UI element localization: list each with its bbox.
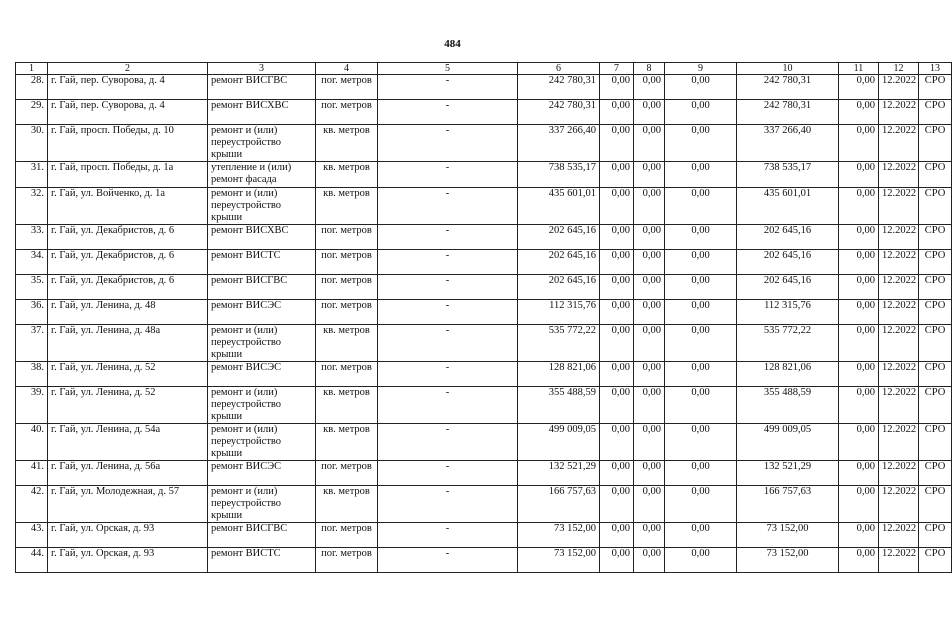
total-cost-cell: 202 645,16: [518, 225, 600, 250]
fund-amount-cell: 535 772,22: [737, 325, 839, 362]
total-cost-cell: 499 009,05: [518, 424, 600, 461]
method-cell: СРО: [919, 162, 952, 188]
row-number-cell: 41.: [16, 461, 48, 486]
fund-amount-cell: 73 152,00: [737, 548, 839, 573]
col9-cell: 0,00: [665, 162, 737, 188]
col9-cell: 0,00: [665, 100, 737, 125]
col8-cell: 0,00: [634, 225, 665, 250]
total-cost-cell: 132 521,29: [518, 461, 600, 486]
column-header: 2: [48, 63, 208, 75]
total-cost-cell: 242 780,31: [518, 75, 600, 100]
col7-cell: 0,00: [600, 424, 634, 461]
col5-cell: -: [378, 275, 518, 300]
col7-cell: 0,00: [600, 125, 634, 162]
table-row: [16, 225, 952, 250]
col7-cell: 0,00: [600, 362, 634, 387]
deadline-cell: 12.2022: [879, 300, 919, 325]
col11-cell: 0,00: [839, 548, 879, 573]
unit-cell: пог. метров: [316, 300, 378, 325]
table-row: [16, 100, 952, 125]
unit-cell: пог. метров: [316, 523, 378, 548]
col11-cell: 0,00: [839, 162, 879, 188]
unit-cell: пог. метров: [316, 275, 378, 300]
address-cell: г. Гай, просп. Победы, д. 10: [48, 125, 208, 162]
column-header: 8: [634, 63, 665, 75]
unit-cell: кв. метров: [316, 125, 378, 162]
col11-cell: 0,00: [839, 300, 879, 325]
col8-cell: 0,00: [634, 325, 665, 362]
address-cell: г. Гай, ул. Декабристов, д. 6: [48, 250, 208, 275]
col9-cell: 0,00: [665, 548, 737, 573]
table-row: [16, 162, 952, 188]
col5-cell: -: [378, 387, 518, 424]
col7-cell: 0,00: [600, 325, 634, 362]
col9-cell: 0,00: [665, 75, 737, 100]
row-number-cell: 44.: [16, 548, 48, 573]
col5-cell: -: [378, 325, 518, 362]
col8-cell: 0,00: [634, 75, 665, 100]
col11-cell: 0,00: [839, 75, 879, 100]
col7-cell: 0,00: [600, 250, 634, 275]
unit-cell: пог. метров: [316, 548, 378, 573]
work-type-cell: ремонт и (или) переустройство крыши: [208, 325, 316, 362]
row-number-cell: 36.: [16, 300, 48, 325]
total-cost-cell: 202 645,16: [518, 250, 600, 275]
unit-cell: пог. метров: [316, 250, 378, 275]
deadline-cell: 12.2022: [879, 486, 919, 523]
table-row: [16, 300, 952, 325]
col11-cell: 0,00: [839, 325, 879, 362]
col7-cell: 0,00: [600, 75, 634, 100]
col9-cell: 0,00: [665, 250, 737, 275]
register-table: [15, 62, 952, 573]
address-cell: г. Гай, ул. Ленина, д. 48: [48, 300, 208, 325]
deadline-cell: 12.2022: [879, 225, 919, 250]
register-body: [16, 75, 952, 573]
fund-amount-cell: 242 780,31: [737, 75, 839, 100]
column-header: 4: [316, 63, 378, 75]
col5-cell: -: [378, 75, 518, 100]
address-cell: г. Гай, пер. Суворова, д. 4: [48, 75, 208, 100]
row-number-cell: 34.: [16, 250, 48, 275]
column-header: 5: [378, 63, 518, 75]
work-type-cell: ремонт ВИСГВС: [208, 523, 316, 548]
work-type-cell: ремонт ВИСЭС: [208, 461, 316, 486]
col5-cell: -: [378, 486, 518, 523]
col8-cell: 0,00: [634, 424, 665, 461]
col5-cell: -: [378, 424, 518, 461]
method-cell: СРО: [919, 523, 952, 548]
address-cell: г. Гай, ул. Орская, д. 93: [48, 548, 208, 573]
col5-cell: -: [378, 250, 518, 275]
method-cell: СРО: [919, 188, 952, 225]
col9-cell: 0,00: [665, 461, 737, 486]
table-row: [16, 75, 952, 100]
total-cost-cell: 535 772,22: [518, 325, 600, 362]
deadline-cell: 12.2022: [879, 548, 919, 573]
col7-cell: 0,00: [600, 548, 634, 573]
deadline-cell: 12.2022: [879, 162, 919, 188]
row-number-cell: 37.: [16, 325, 48, 362]
table-row: [16, 250, 952, 275]
column-number-row: [16, 63, 952, 75]
fund-amount-cell: 202 645,16: [737, 225, 839, 250]
col8-cell: 0,00: [634, 300, 665, 325]
col11-cell: 0,00: [839, 424, 879, 461]
fund-amount-cell: 337 266,40: [737, 125, 839, 162]
row-number-cell: 40.: [16, 424, 48, 461]
col7-cell: 0,00: [600, 387, 634, 424]
method-cell: СРО: [919, 100, 952, 125]
col8-cell: 0,00: [634, 387, 665, 424]
row-number-cell: 28.: [16, 75, 48, 100]
table-row: [16, 523, 952, 548]
deadline-cell: 12.2022: [879, 275, 919, 300]
work-type-cell: ремонт ВИСЭС: [208, 362, 316, 387]
col7-cell: 0,00: [600, 486, 634, 523]
deadline-cell: 12.2022: [879, 362, 919, 387]
col11-cell: 0,00: [839, 387, 879, 424]
total-cost-cell: 73 152,00: [518, 548, 600, 573]
address-cell: г. Гай, ул. Ленина, д. 56а: [48, 461, 208, 486]
work-type-cell: ремонт ВИСХВС: [208, 225, 316, 250]
col9-cell: 0,00: [665, 523, 737, 548]
work-type-cell: ремонт ВИСТС: [208, 548, 316, 573]
deadline-cell: 12.2022: [879, 387, 919, 424]
method-cell: СРО: [919, 461, 952, 486]
col8-cell: 0,00: [634, 548, 665, 573]
col5-cell: -: [378, 162, 518, 188]
row-number-cell: 30.: [16, 125, 48, 162]
method-cell: СРО: [919, 362, 952, 387]
col9-cell: 0,00: [665, 424, 737, 461]
column-header: 1: [16, 63, 48, 75]
col8-cell: 0,00: [634, 275, 665, 300]
col8-cell: 0,00: [634, 125, 665, 162]
col8-cell: 0,00: [634, 461, 665, 486]
row-number-cell: 43.: [16, 523, 48, 548]
row-number-cell: 29.: [16, 100, 48, 125]
col7-cell: 0,00: [600, 162, 634, 188]
method-cell: СРО: [919, 275, 952, 300]
col9-cell: 0,00: [665, 362, 737, 387]
row-number-cell: 33.: [16, 225, 48, 250]
total-cost-cell: 242 780,31: [518, 100, 600, 125]
deadline-cell: 12.2022: [879, 461, 919, 486]
fund-amount-cell: 355 488,59: [737, 387, 839, 424]
column-header: 10: [737, 63, 839, 75]
col9-cell: 0,00: [665, 486, 737, 523]
column-header: 9: [665, 63, 737, 75]
address-cell: г. Гай, ул. Декабристов, д. 6: [48, 225, 208, 250]
column-header: 3: [208, 63, 316, 75]
col7-cell: 0,00: [600, 100, 634, 125]
table-row: [16, 424, 952, 461]
row-number-cell: 38.: [16, 362, 48, 387]
address-cell: г. Гай, пер. Суворова, д. 4: [48, 100, 208, 125]
deadline-cell: 12.2022: [879, 250, 919, 275]
method-cell: СРО: [919, 387, 952, 424]
deadline-cell: 12.2022: [879, 100, 919, 125]
col11-cell: 0,00: [839, 250, 879, 275]
work-type-cell: ремонт ВИСХВС: [208, 100, 316, 125]
col9-cell: 0,00: [665, 188, 737, 225]
col9-cell: 0,00: [665, 275, 737, 300]
address-cell: г. Гай, ул. Ленина, д. 52: [48, 387, 208, 424]
col11-cell: 0,00: [839, 125, 879, 162]
page-number: 484: [444, 38, 461, 50]
work-type-cell: ремонт и (или) переустройство крыши: [208, 424, 316, 461]
col5-cell: -: [378, 225, 518, 250]
fund-amount-cell: 738 535,17: [737, 162, 839, 188]
col5-cell: -: [378, 362, 518, 387]
col9-cell: 0,00: [665, 225, 737, 250]
total-cost-cell: 435 601,01: [518, 188, 600, 225]
col5-cell: -: [378, 125, 518, 162]
col8-cell: 0,00: [634, 250, 665, 275]
deadline-cell: 12.2022: [879, 325, 919, 362]
unit-cell: пог. метров: [316, 225, 378, 250]
unit-cell: пог. метров: [316, 461, 378, 486]
col8-cell: 0,00: [634, 486, 665, 523]
table-row: [16, 125, 952, 162]
col5-cell: -: [378, 100, 518, 125]
total-cost-cell: 355 488,59: [518, 387, 600, 424]
col7-cell: 0,00: [600, 225, 634, 250]
unit-cell: кв. метров: [316, 424, 378, 461]
row-number-cell: 32.: [16, 188, 48, 225]
method-cell: СРО: [919, 300, 952, 325]
deadline-cell: 12.2022: [879, 188, 919, 225]
column-header: 6: [518, 63, 600, 75]
method-cell: СРО: [919, 486, 952, 523]
address-cell: г. Гай, ул. Войченко, д. 1а: [48, 188, 208, 225]
address-cell: г. Гай, ул. Молодежная, д. 57: [48, 486, 208, 523]
table-row: [16, 362, 952, 387]
col8-cell: 0,00: [634, 188, 665, 225]
col8-cell: 0,00: [634, 362, 665, 387]
fund-amount-cell: 202 645,16: [737, 275, 839, 300]
fund-amount-cell: 132 521,29: [737, 461, 839, 486]
work-type-cell: ремонт ВИСЭС: [208, 300, 316, 325]
fund-amount-cell: 435 601,01: [737, 188, 839, 225]
col7-cell: 0,00: [600, 275, 634, 300]
fund-amount-cell: 499 009,05: [737, 424, 839, 461]
method-cell: СРО: [919, 125, 952, 162]
col11-cell: 0,00: [839, 100, 879, 125]
table-row: [16, 275, 952, 300]
col11-cell: 0,00: [839, 188, 879, 225]
col5-cell: -: [378, 461, 518, 486]
table-row: [16, 486, 952, 523]
address-cell: г. Гай, ул. Орская, д. 93: [48, 523, 208, 548]
col9-cell: 0,00: [665, 125, 737, 162]
col5-cell: -: [378, 548, 518, 573]
fund-amount-cell: 112 315,76: [737, 300, 839, 325]
row-number-cell: 35.: [16, 275, 48, 300]
col9-cell: 0,00: [665, 387, 737, 424]
method-cell: СРО: [919, 225, 952, 250]
col5-cell: -: [378, 523, 518, 548]
deadline-cell: 12.2022: [879, 125, 919, 162]
deadline-cell: 12.2022: [879, 424, 919, 461]
column-header: 13: [919, 63, 952, 75]
total-cost-cell: 128 821,06: [518, 362, 600, 387]
col9-cell: 0,00: [665, 325, 737, 362]
col7-cell: 0,00: [600, 300, 634, 325]
unit-cell: кв. метров: [316, 486, 378, 523]
col7-cell: 0,00: [600, 461, 634, 486]
unit-cell: кв. метров: [316, 325, 378, 362]
fund-amount-cell: 242 780,31: [737, 100, 839, 125]
total-cost-cell: 738 535,17: [518, 162, 600, 188]
work-type-cell: ремонт и (или) переустройство крыши: [208, 188, 316, 225]
address-cell: г. Гай, ул. Ленина, д. 54а: [48, 424, 208, 461]
total-cost-cell: 166 757,63: [518, 486, 600, 523]
address-cell: г. Гай, просп. Победы, д. 1а: [48, 162, 208, 188]
table-row: [16, 548, 952, 573]
method-cell: СРО: [919, 548, 952, 573]
col11-cell: 0,00: [839, 486, 879, 523]
total-cost-cell: 112 315,76: [518, 300, 600, 325]
col7-cell: 0,00: [600, 523, 634, 548]
column-header: 7: [600, 63, 634, 75]
col5-cell: -: [378, 188, 518, 225]
deadline-cell: 12.2022: [879, 523, 919, 548]
unit-cell: пог. метров: [316, 100, 378, 125]
fund-amount-cell: 166 757,63: [737, 486, 839, 523]
unit-cell: кв. метров: [316, 387, 378, 424]
unit-cell: пог. метров: [316, 75, 378, 100]
total-cost-cell: 202 645,16: [518, 275, 600, 300]
col11-cell: 0,00: [839, 362, 879, 387]
address-cell: г. Гай, ул. Декабристов, д. 6: [48, 275, 208, 300]
fund-amount-cell: 73 152,00: [737, 523, 839, 548]
method-cell: СРО: [919, 75, 952, 100]
fund-amount-cell: 128 821,06: [737, 362, 839, 387]
row-number-cell: 42.: [16, 486, 48, 523]
col5-cell: -: [378, 300, 518, 325]
fund-amount-cell: 202 645,16: [737, 250, 839, 275]
row-number-cell: 39.: [16, 387, 48, 424]
column-header: 12: [879, 63, 919, 75]
col11-cell: 0,00: [839, 225, 879, 250]
table-row: [16, 387, 952, 424]
col8-cell: 0,00: [634, 523, 665, 548]
address-cell: г. Гай, ул. Ленина, д. 48а: [48, 325, 208, 362]
deadline-cell: 12.2022: [879, 75, 919, 100]
col7-cell: 0,00: [600, 188, 634, 225]
method-cell: СРО: [919, 325, 952, 362]
col8-cell: 0,00: [634, 100, 665, 125]
total-cost-cell: 337 266,40: [518, 125, 600, 162]
unit-cell: пог. метров: [316, 362, 378, 387]
col8-cell: 0,00: [634, 162, 665, 188]
unit-cell: кв. метров: [316, 188, 378, 225]
work-type-cell: ремонт и (или) переустройство крыши: [208, 387, 316, 424]
column-header: 11: [839, 63, 879, 75]
work-type-cell: ремонт и (или) переустройство крыши: [208, 486, 316, 523]
col11-cell: 0,00: [839, 461, 879, 486]
row-number-cell: 31.: [16, 162, 48, 188]
table-row: [16, 461, 952, 486]
work-type-cell: ремонт ВИСГВС: [208, 75, 316, 100]
work-type-cell: утепление и (или) ремонт фасада: [208, 162, 316, 188]
col11-cell: 0,00: [839, 275, 879, 300]
work-type-cell: ремонт и (или) переустройство крыши: [208, 125, 316, 162]
method-cell: СРО: [919, 250, 952, 275]
total-cost-cell: 73 152,00: [518, 523, 600, 548]
table-row: [16, 325, 952, 362]
unit-cell: кв. метров: [316, 162, 378, 188]
table-row: [16, 188, 952, 225]
method-cell: СРО: [919, 424, 952, 461]
address-cell: г. Гай, ул. Ленина, д. 52: [48, 362, 208, 387]
col11-cell: 0,00: [839, 523, 879, 548]
work-type-cell: ремонт ВИСТС: [208, 250, 316, 275]
col9-cell: 0,00: [665, 300, 737, 325]
work-type-cell: ремонт ВИСГВС: [208, 275, 316, 300]
